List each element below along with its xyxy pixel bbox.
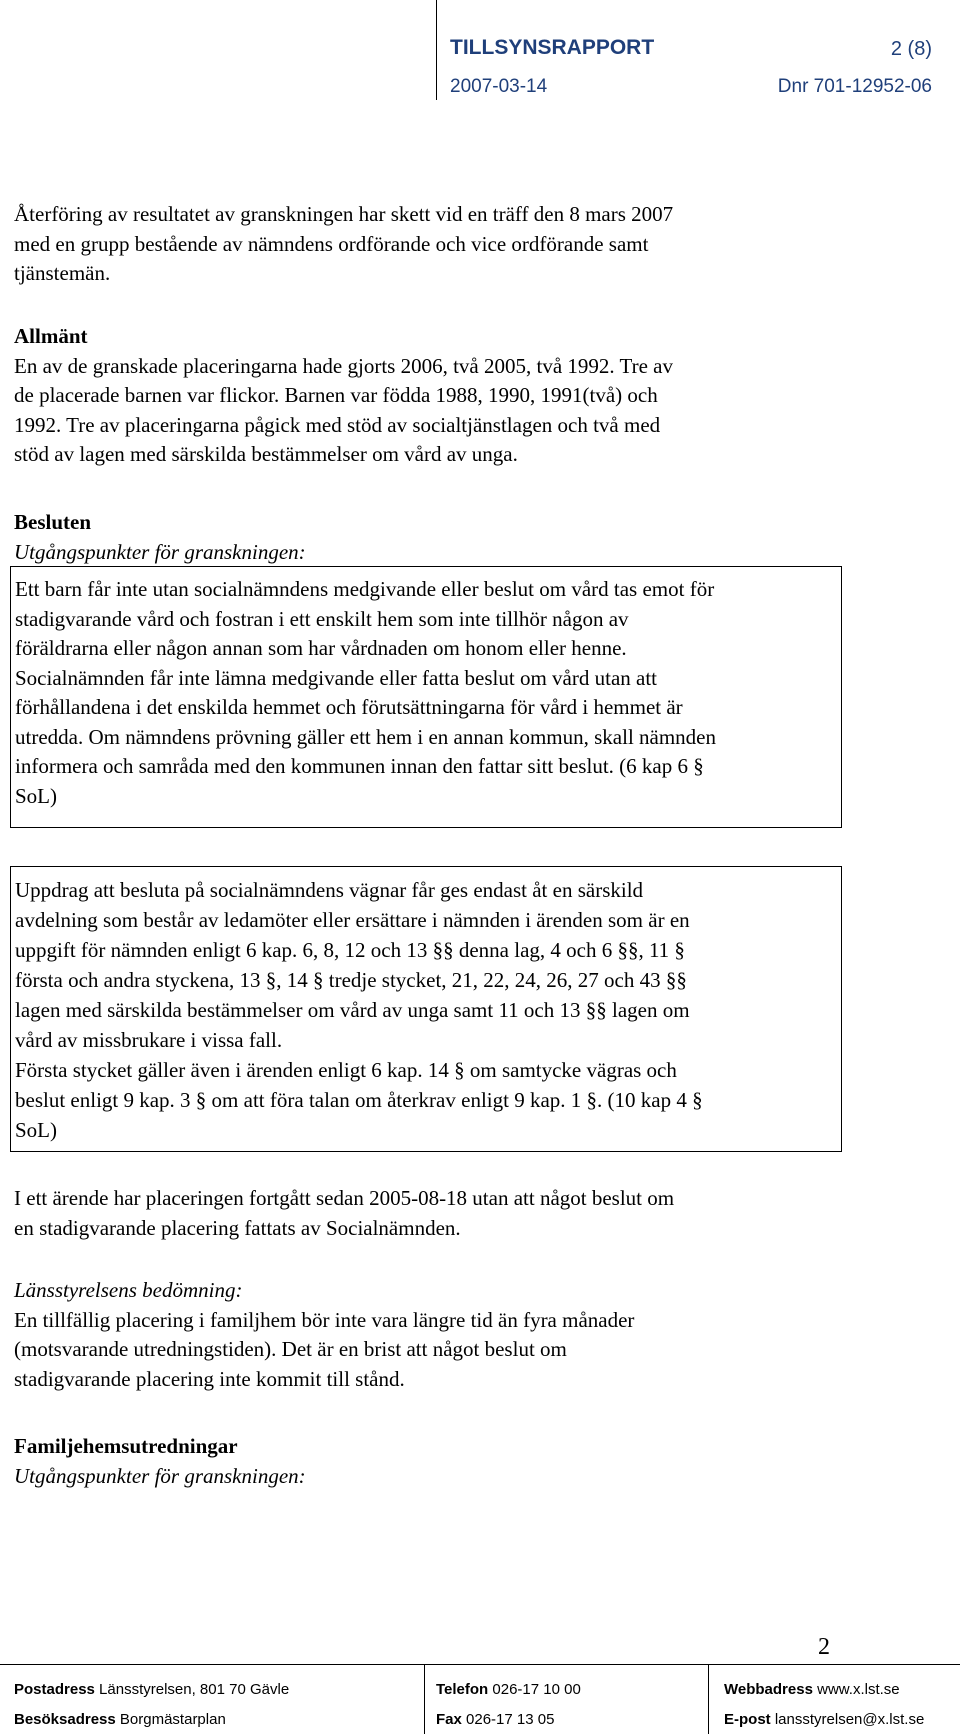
besluten-heading: Besluten: [14, 510, 92, 534]
law-quote-line: vård av missbrukare i vissa fall.: [15, 1028, 283, 1052]
besluten-subheading: Utgångspunkter för granskningen:: [14, 539, 306, 564]
bedomning-line: En tillfällig placering i familjhem bör inte vara längre tid än fyra månader: [14, 1307, 635, 1332]
besluten-heading-block: [14, 508, 306, 567]
footer-value: lansstyrelsen@x.lst.se: [774, 1711, 925, 1728]
finding-line: en stadigvarande placering fattats av Socialnämnden.: [14, 1215, 461, 1240]
law-quote-box-1: [10, 566, 842, 828]
diary-number: Dnr 701-12952-06: [777, 76, 932, 97]
familjehem-heading: Familjehemsutredningar: [14, 1434, 238, 1458]
allmant-line: En av de granskade placeringarna hade gjorts 2006, två 2005, två 1992. Tre av: [14, 353, 673, 378]
header-divider: [436, 0, 437, 100]
law-quote-box-2: [10, 866, 842, 1152]
page-of: 2 (8): [890, 38, 932, 60]
footer-label: Besöksadress: [14, 1711, 116, 1728]
footer-value: www.x.lst.se: [817, 1681, 900, 1698]
law-quote-line: Socialnämnden får inte lämna medgivande eller fatta beslut om vård utan att: [15, 665, 658, 690]
footer-fax: [436, 1711, 554, 1728]
law-quote-line: utredda. Om nämndens prövning gäller ett hem i en annan kommun, skall nämnden: [15, 724, 716, 749]
footer-label: Postadress: [14, 1681, 95, 1698]
footer-value: 026-17 13 05: [466, 1711, 555, 1728]
law-quote-line: Uppdrag att besluta på socialnämndens vägnar får ges endast åt en särskild: [15, 878, 644, 902]
allmant-heading: Allmänt: [14, 324, 88, 348]
bedomning-line: stadigvarande placering inte kommit till stånd.: [14, 1366, 405, 1391]
law-quote-line: Ett barn får inte utan socialnämndens medgivande eller beslut om vård tas emot för: [15, 577, 715, 601]
allmant-section: [14, 322, 673, 470]
familjehem-subheading: Utgångspunkter för granskningen:: [14, 1463, 306, 1488]
allmant-line: stöd av lagen med särskilda bestämmelser om vård av unga.: [14, 442, 518, 466]
law-quote-line: lagen med särskilda bestämmelser om vård av unga samt 11 och 13 §§ lagen om: [15, 998, 690, 1022]
footer-value: 026-17 10 00: [492, 1681, 581, 1698]
law-quote-line: stadigvarande vård och fostran i ett enskilt hem som inte tillhör någon av: [15, 606, 629, 631]
intro-paragraph: [14, 200, 673, 289]
bedomning-section: [14, 1276, 634, 1394]
bedomning-heading: Länsstyrelsens bedömning:: [14, 1278, 243, 1302]
intro-line: Återföring av resultatet av granskningen har skett vid en träff den 8 mars 2007: [14, 202, 674, 226]
footer-telefon: [436, 1681, 581, 1698]
footer-value: Borgmästarplan: [119, 1711, 226, 1728]
footer-label: E-post: [724, 1711, 771, 1728]
footer-value: Länsstyrelsen, 801 70 Gävle: [99, 1681, 290, 1698]
familjehem-section: [14, 1432, 306, 1491]
report-date: 2007-03-14: [450, 76, 548, 97]
law-quote-line: första och andra styckena, 13 §, 14 § tredje stycket, 21, 22, 24, 26, 27 och 43 §§: [15, 968, 687, 992]
footer-webbadress: [724, 1681, 900, 1698]
intro-line: med en grupp bestående av nämndens ordförande och vice ordförande samt: [14, 231, 649, 256]
footer-label: Webbadress: [724, 1681, 813, 1698]
footer-label: Telefon: [436, 1681, 489, 1698]
law-quote-line: SoL): [15, 783, 57, 808]
report-title: TILLSYNSRAPPORT: [450, 36, 655, 59]
page-number: 2: [818, 1634, 830, 1660]
footer-divider: [424, 1664, 425, 1734]
besluten-finding: [14, 1184, 674, 1243]
bedomning-line: (motsvarande utredningstiden). Det är en brist att något beslut om: [14, 1337, 567, 1361]
allmant-line: de placerade barnen var flickor. Barnen var födda 1988, 1990, 1991(två) och: [14, 383, 658, 407]
law-quote-line: avdelning som består av ledamöter eller ersättare i nämnden i ärenden som är en: [15, 908, 690, 932]
footer-divider: [708, 1664, 709, 1734]
intro-line: tjänstemän.: [14, 261, 111, 285]
allmant-line: 1992. Tre av placeringarna pågick med stöd av socialtjänstlagen och två med: [14, 412, 661, 437]
law-quote-line: förhållandena i det enskilda hemmet och förutsättningarna för vård i hemmet är: [15, 695, 683, 719]
footer-postadress: [14, 1681, 289, 1698]
law-quote-line: informera och samråda med den kommunen innan den fattar sitt beslut. (6 kap 6 §: [15, 754, 704, 778]
footer-label: Fax: [436, 1711, 462, 1728]
law-quote-line: uppgift för nämnden enligt 6 kap. 6, 8, 12 och 13 §§ denna lag, 4 och 6 §§, 11 §: [15, 938, 685, 962]
law-quote-line: SoL): [15, 1118, 57, 1142]
law-quote-line: föräldrarna eller någon annan som har vårdnaden om honom eller henne.: [15, 636, 627, 660]
footer-rule: [0, 1664, 960, 1665]
footer-besoksadress: [14, 1711, 226, 1728]
law-quote-line: beslut enligt 9 kap. 3 § om att föra talan om återkrav enligt 9 kap. 1 §. (10 kap 4 §: [15, 1088, 703, 1112]
footer-epost: [724, 1711, 924, 1728]
finding-line: I ett ärende har placeringen fortgått sedan 2005-08-18 utan att något beslut om: [14, 1186, 675, 1210]
law-quote-line: Första stycket gäller även i ärenden enligt 6 kap. 14 § om samtycke vägras och: [15, 1058, 677, 1082]
